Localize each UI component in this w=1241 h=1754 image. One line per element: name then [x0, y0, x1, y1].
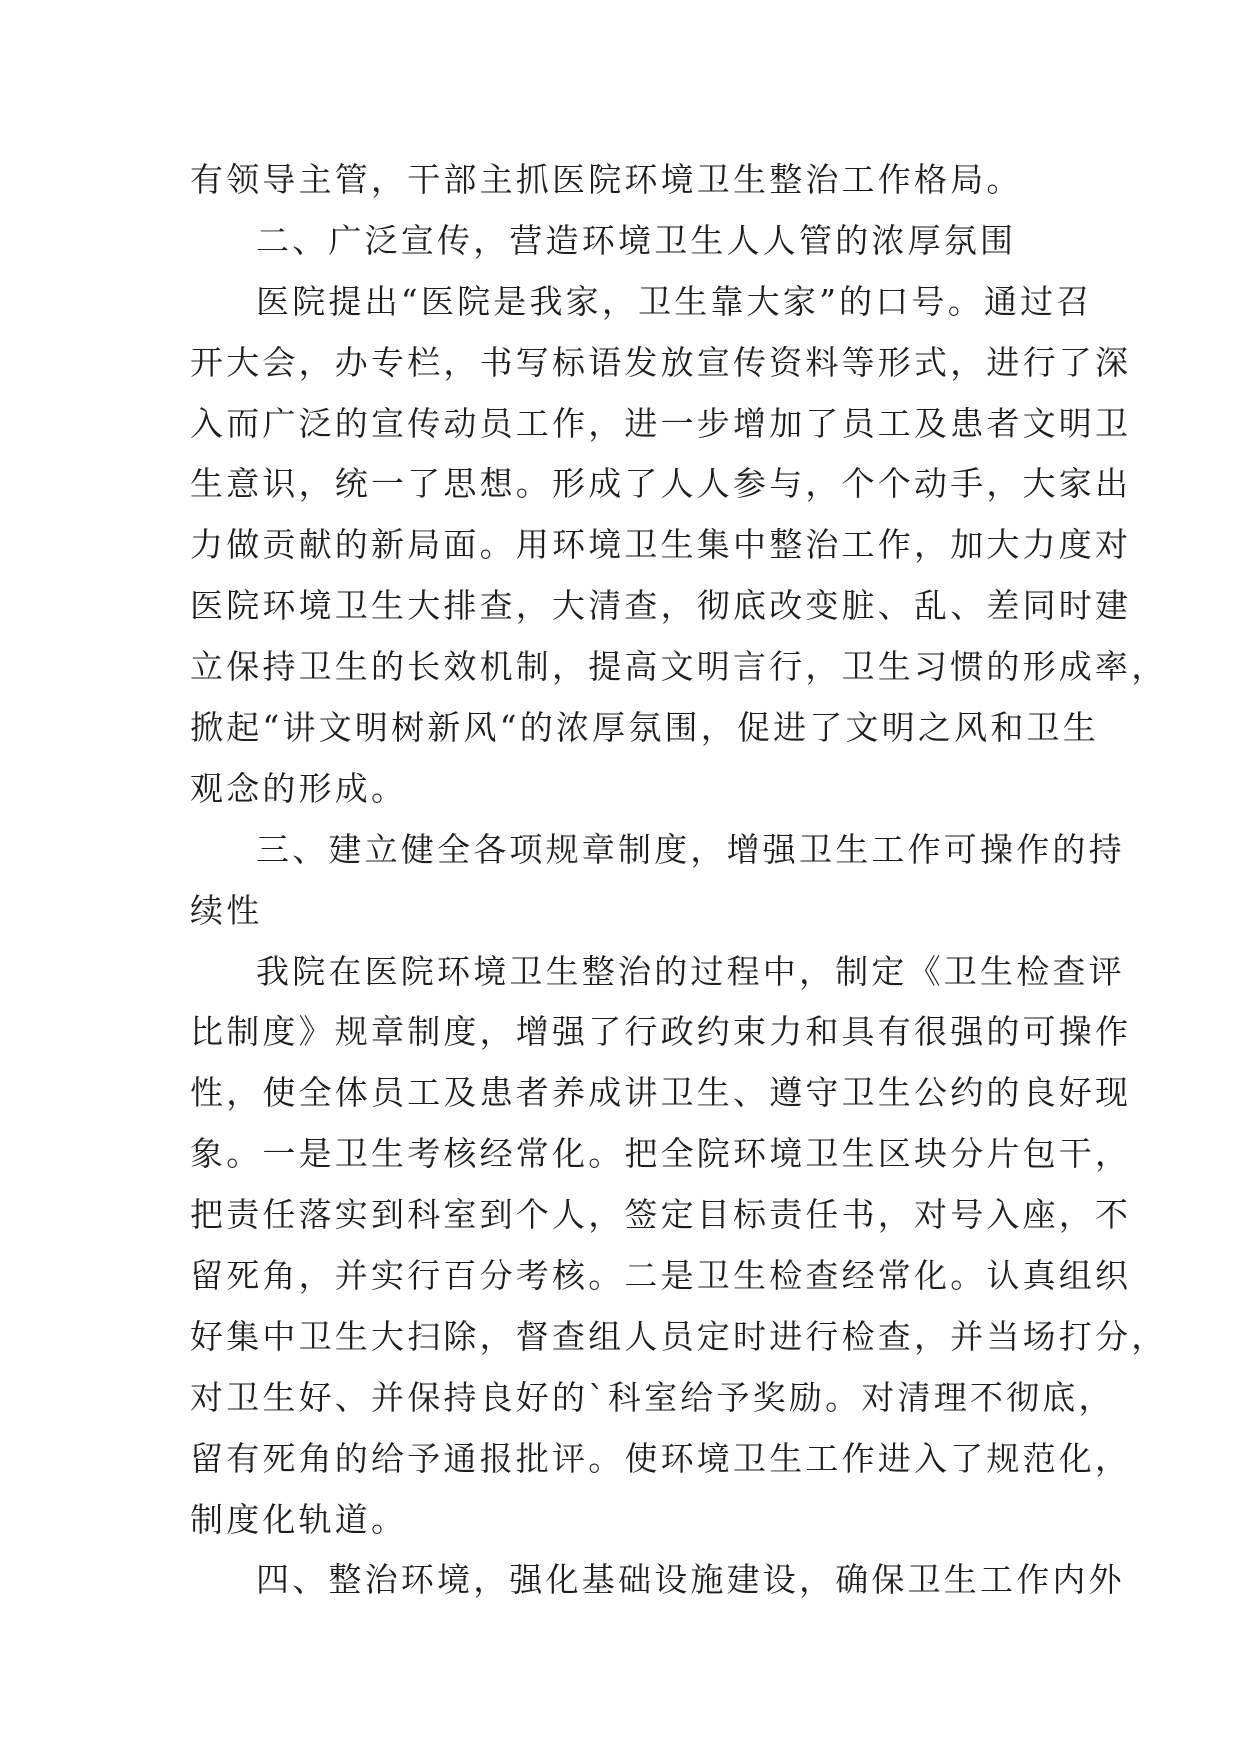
text-line: 比制度》规章制度，增强了行政约束力和具有很强的可操作: [190, 1012, 1132, 1052]
text-line: 入而广泛的宣传动员工作，进一步增加了员工及患者文明卫: [190, 403, 1132, 443]
section-heading-2: 二、广泛宣传，营造环境卫生人人管的浓厚氛围: [256, 220, 1017, 260]
text-line: 象。一是卫生考核经常化。把全院环境卫生区块分片包干，: [190, 1134, 1132, 1174]
text-line: 留有死角的给予通报批评。使环境卫生工作进入了规范化，: [190, 1438, 1132, 1478]
text-line: 观念的形成。: [190, 768, 408, 808]
text-line: 把责任落实到科室到个人，签定目标责任书，对号入座，不: [190, 1195, 1132, 1235]
section-heading-4: 四、整治环境，强化基础设施建设，确保卫生工作内外: [256, 1560, 1125, 1600]
text-line: 掀起“讲文明树新风“的浓厚氛围，促进了文明之风和卫生: [190, 708, 1099, 748]
text-line: 力做贡献的新局面。用环境卫生集中整治工作，加大力度对: [190, 525, 1132, 565]
text-line: 开大会，办专栏，书写标语发放宣传资料等形式，进行了深: [190, 342, 1132, 382]
text-line: 医院提出“医院是我家，卫生靠大家”的口号。通过召: [256, 281, 1093, 321]
text-line: 性，使全体员工及患者养成讲卫生、遵守卫生公约的良好现: [190, 1073, 1132, 1113]
text-line: 留死角，并实行百分考核。二是卫生检查经常化。认真组织: [190, 1256, 1132, 1296]
section-heading-3: 三、建立健全各项规章制度，增强卫生工作可操作的持: [256, 829, 1125, 869]
section-heading-3-continued: 续性: [190, 890, 263, 930]
text-line: 立保持卫生的长效机制，提高文明言行，卫生习惯的形成率，: [190, 647, 1168, 687]
text-line: 好集中卫生大扫除，督查组人员定时进行检查，并当场打分，: [190, 1316, 1168, 1356]
text-line: 制度化轨道。: [190, 1499, 408, 1539]
text-line: 医院环境卫生大排查，大清查，彻底改变脏、乱、差同时建: [190, 586, 1132, 626]
text-line: 有领导主管，干部主抓医院环境卫生整治工作格局。: [190, 160, 1023, 199]
text-line: 我院在医院环境卫生整治的过程中，制定《卫生检查评: [256, 951, 1125, 991]
text-line: 对卫生好、并保持良好的`科室给予奖励。对清理不彻底，: [190, 1377, 1115, 1417]
document-body: [190, 150, 1168, 1611]
text-line: 生意识，统一了思想。形成了人人参与，个个动手，大家出: [190, 464, 1132, 504]
